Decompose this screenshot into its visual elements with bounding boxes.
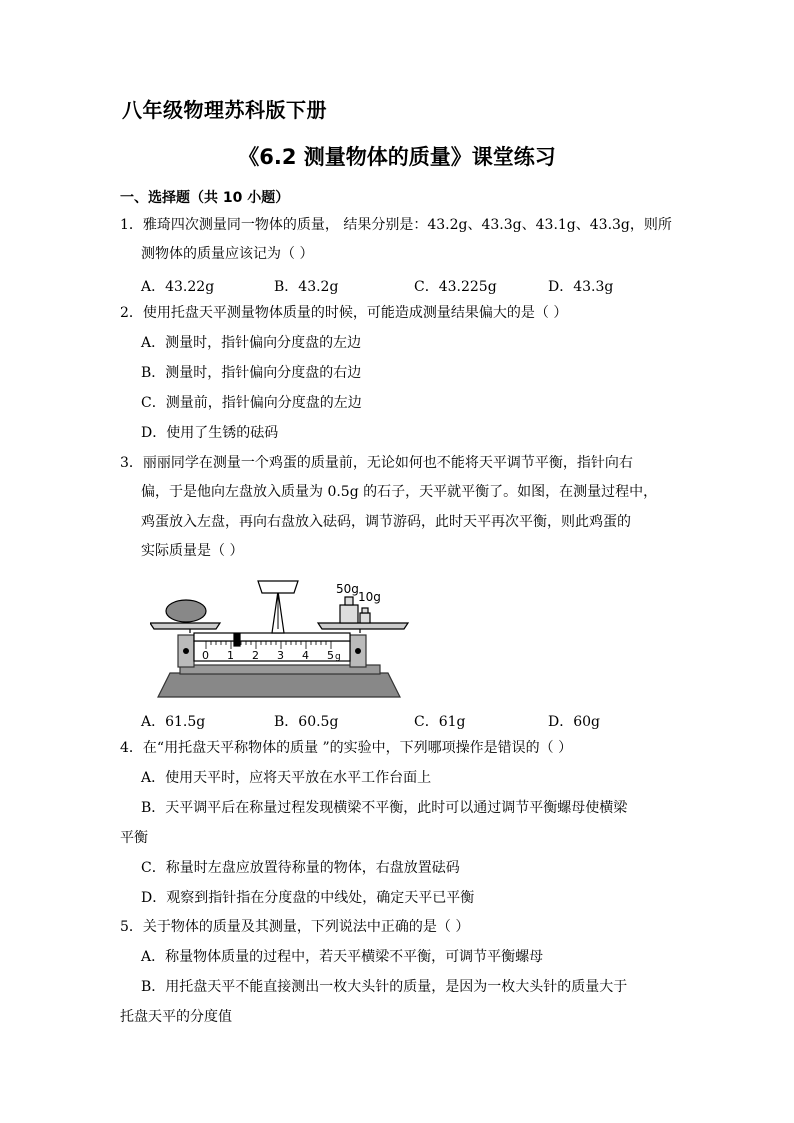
q4-stem: 4．在“用托盘天平称物体的质量 ”的实验中，下列哪项操作是错误的（ ） xyxy=(120,740,573,756)
q3-option-c[interactable]: C．61g xyxy=(414,714,466,730)
q2-option-a[interactable]: A．测量时，指针偏向分度盘的左边 xyxy=(141,335,362,351)
q2-option-d[interactable]: D．使用了生锈的砝码 xyxy=(141,425,279,441)
q5-option-b-continued: 托盘天平的分度值 xyxy=(120,1009,232,1025)
balance-nut-left-icon xyxy=(183,648,189,654)
weight-10g-label: 10g xyxy=(358,590,381,604)
q2-option-b[interactable]: B．测量时，指针偏向分度盘的右边 xyxy=(141,365,362,381)
scale-label-3: 3 xyxy=(277,649,284,662)
q4-option-d[interactable]: D．观察到指针指在分度盘的中线处，确定天平已平衡 xyxy=(141,890,475,906)
q4-option-c[interactable]: C．称量时左盘应放置待称量的物体，右盘放置砝码 xyxy=(141,860,460,876)
section-heading: 一、选择题（共 10 小题） xyxy=(120,190,290,206)
q1-option-d[interactable]: D．43.3g xyxy=(548,279,614,295)
q4-option-a[interactable]: A．使用天平时，应将天平放在水平工作台面上 xyxy=(141,770,432,786)
q5-option-b[interactable]: B．用托盘天平不能直接测出一枚大头针的质量，是因为一枚大头针的质量大于 xyxy=(141,979,628,995)
q4-option-b-continued: 平衡 xyxy=(120,830,148,846)
q3-option-a[interactable]: A．61.5g xyxy=(141,714,206,730)
q1-option-c[interactable]: C．43.225g xyxy=(414,279,497,295)
book-subtitle: 八年级物理苏科版下册 xyxy=(122,98,327,122)
q2-stem: 2．使用托盘天平测量物体质量的时候，可能造成测量结果偏大的是（ ） xyxy=(120,305,568,321)
q1-stem-line-2: 测物体的质量应该记为（ ） xyxy=(141,246,314,262)
scale-label-5: 5 xyxy=(327,649,334,662)
scale-label-2: 2 xyxy=(252,649,259,662)
q2-option-c[interactable]: C．测量前，指针偏向分度盘的左边 xyxy=(141,395,362,411)
q1-stem-line-1: 1．雅琦四次测量同一物体的质量， 结果分别是：43.2g、43.3g、43.1g、43.3g，则所 xyxy=(120,217,672,233)
q3-stem-line-4: 实际质量是（ ） xyxy=(141,543,244,559)
document-title: 《6.2 测量物体的质量》课堂练习 xyxy=(238,145,556,169)
balance-figure xyxy=(150,573,418,703)
q5-stem: 5．关于物体的质量及其测量，下列说法中正确的是（ ） xyxy=(120,919,470,935)
q5-option-a[interactable]: A．称量物体质量的过程中，若天平横梁不平衡，可调节平衡螺母 xyxy=(141,949,544,965)
q3-stem-line-1: 3．丽丽同学在测量一个鸡蛋的质量前，无论如何也不能将天平调节平衡，指针向右 xyxy=(120,455,633,471)
q1-option-b[interactable]: B．43.2g xyxy=(274,279,339,295)
q3-option-d[interactable]: D．60g xyxy=(548,714,601,730)
weight-50g-label: 50g xyxy=(336,582,359,596)
balance-nut-right-icon xyxy=(355,648,361,654)
scale-label-4: 4 xyxy=(302,649,309,662)
scale-unit: g xyxy=(335,652,341,662)
scale-label-0: 0 xyxy=(202,649,209,662)
q3-option-b[interactable]: B．60.5g xyxy=(274,714,339,730)
q1-option-a[interactable]: A．43.22g xyxy=(141,279,215,295)
q4-option-b[interactable]: B．天平调平后在称量过程发现横梁不平衡，此时可以通过调节平衡螺母使横梁 xyxy=(141,800,628,816)
q3-stem-line-2: 偏，于是他向左盘放入质量为 0.5g 的石子，天平就平衡了。如图，在测量过程中， xyxy=(141,484,658,500)
q3-stem-line-3: 鸡蛋放入左盘，再向右盘放入砝码，调节游码，此时天平再次平衡，则此鸡蛋的 xyxy=(141,514,631,530)
scale-label-1: 1 xyxy=(227,649,234,662)
